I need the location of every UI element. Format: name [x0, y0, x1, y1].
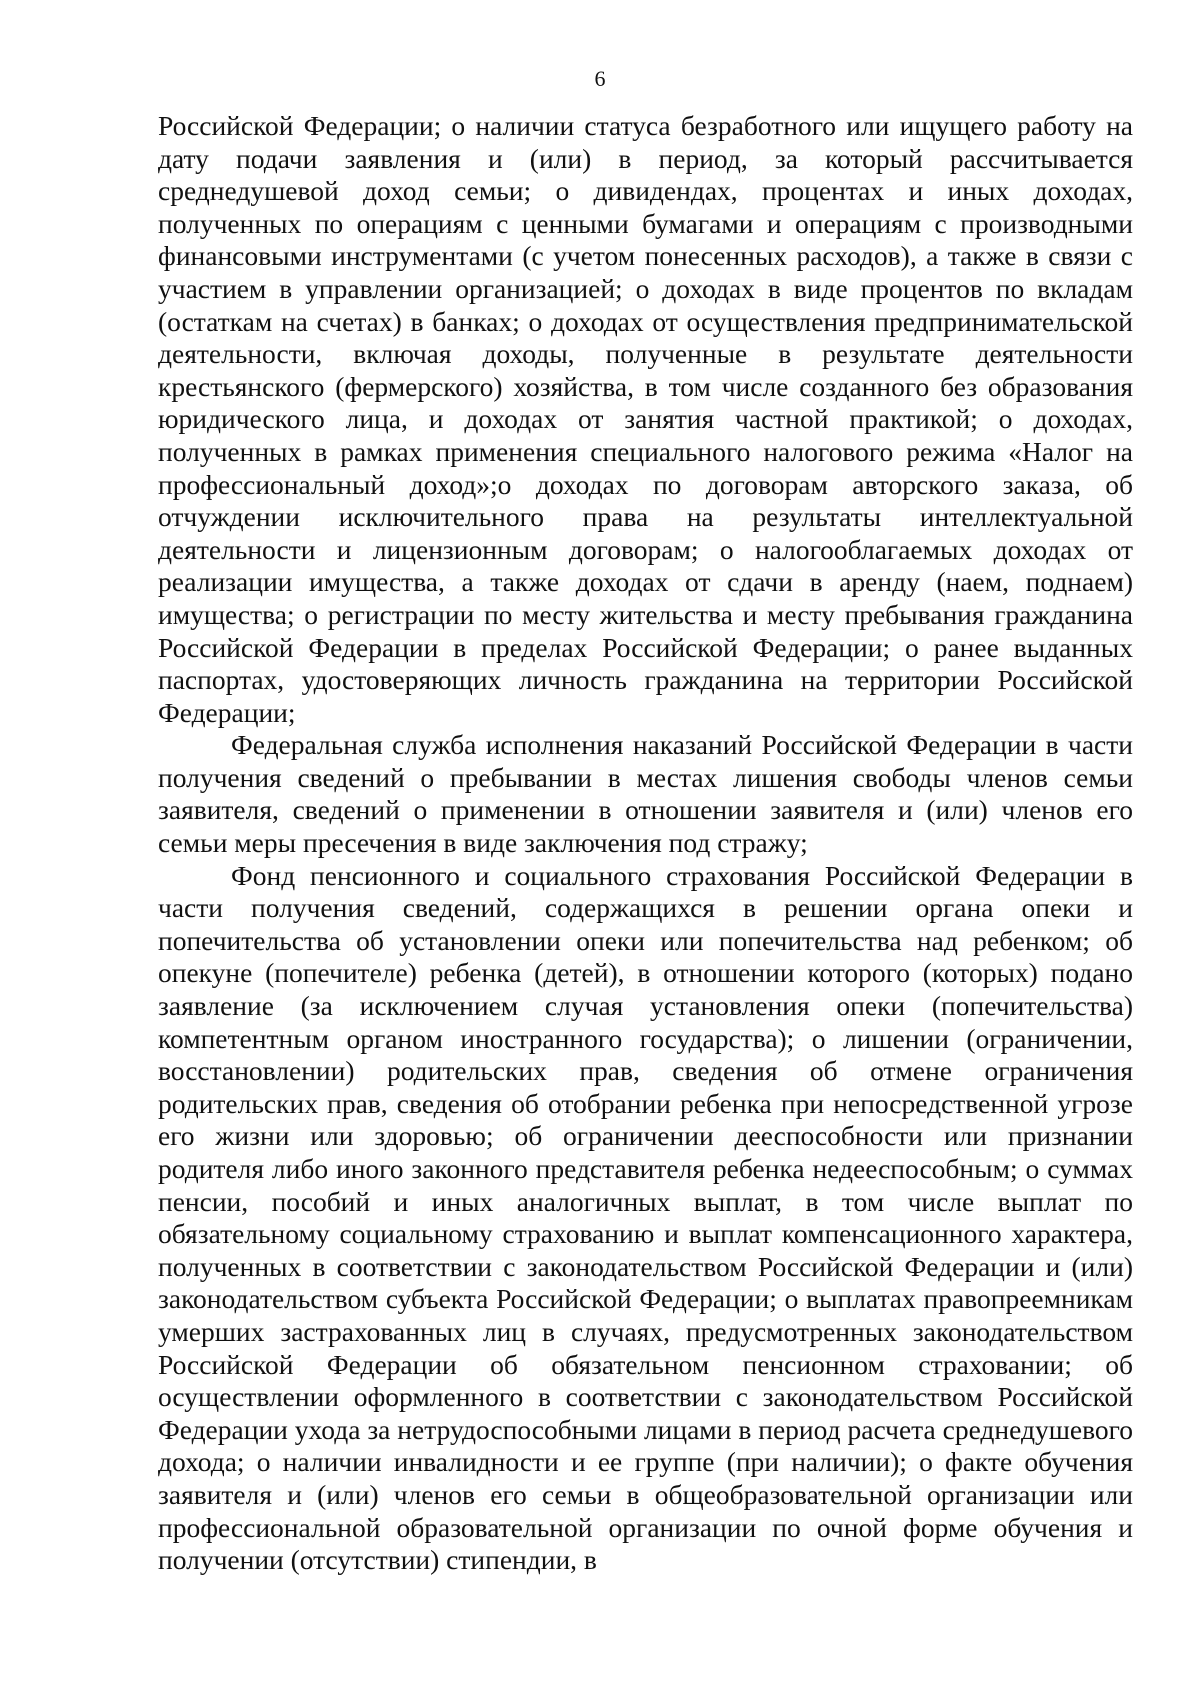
document-body [158, 110, 1133, 1577]
page-number: 6 [594, 66, 606, 91]
paragraph-fsin: Федеральная служба исполнения наказаний Российской Федерации в части получения сведений о пребывании в местах лишения свободы членов семьи заявителя, сведений о применении в отношении заявителя и (или) членов его семьи меры пресечения в виде заключения под стражу; [158, 729, 1133, 859]
paragraph-continuation: Российской Федерации; о наличии статуса безработного или ищущего работу на дату подачи заявления и (или) в период, за который рассчитывается среднедушевой доход семьи; о дивидендах, процентах и иных доходах, полученных по операциям с ценными бумагами и операциям с производными финансовыми инструментами (с учетом понесенных расходов), а также в связи с участием в управлении организацией; о доходах в виде процентов по вкладам (остаткам на счетах) в банках; о доходах от осуществления предпринимательской деятельности, включая доходы, полученные в результате деятельности крестьянского (фермерского) хозяйства, в том числе созданного без образования юридического лица, и доходах от занятия частной практикой; о доходах, полученных в рамках применения специального налогового режима «Налог на профессиональный доход»;о доходах по договорам авторского заказа, об отчуждении исключительного права на результаты интеллектуальной деятельности и лицензионным договорам; о налогооблагаемых доходах от реализации имущества, а также доходах от сдачи в аренду (наем, поднаем) имущества; о регистрации по месту жительства и месту пребывания гражданина Российской Федерации в пределах Российской Федерации; о ранее выданных паспортах, удостоверяющих личность гражданина на территории Российской Федерации; [158, 110, 1133, 728]
paragraph-pension-fund: Фонд пенсионного и социального страхования Российской Федерации в части получения сведений, содержащихся в решении органа опеки и попечительства об установлении опеки или попечительства над ребенком; об опекуне (попечителе) ребенка (детей), в отношении которого (которых) подано заявление (за исключением случая установления опеки (попечительства) компетентным органом иностранного государства); о лишении (ограничении, восстановлении) родительских прав, сведения об отмене ограничения родительских прав, сведения об отобрании ребенка при непосредственной угрозе его жизни или здоровью; об ограничении дееспособности или признании родителя либо иного законного представителя ребенка недееспособным; о суммах пенсии, пособий и иных аналогичных выплат, в том числе выплат по обязательному социальному страхованию и выплат компенсационного характера, полученных в соответствии с законодательством Российской Федерации и (или) законодательством субъекта Российской Федерации; о выплатах правопреемникам умерших застрахованных лиц в случаях, предусмотренных законодательством Российской Федерации об обязательном пенсионном страховании; об осуществлении оформленного в соответствии с законодательством Российской Федерации ухода за нетрудоспособными лицами в период расчета среднедушевого дохода; о наличии инвалидности и ее группе (при наличии); о факте обучения заявителя и (или) членов его семьи в общеобразовательной организации или профессиональной образовательной организации по очной форме обучения и получении (отсутствии) стипендии, в [158, 859, 1133, 1576]
